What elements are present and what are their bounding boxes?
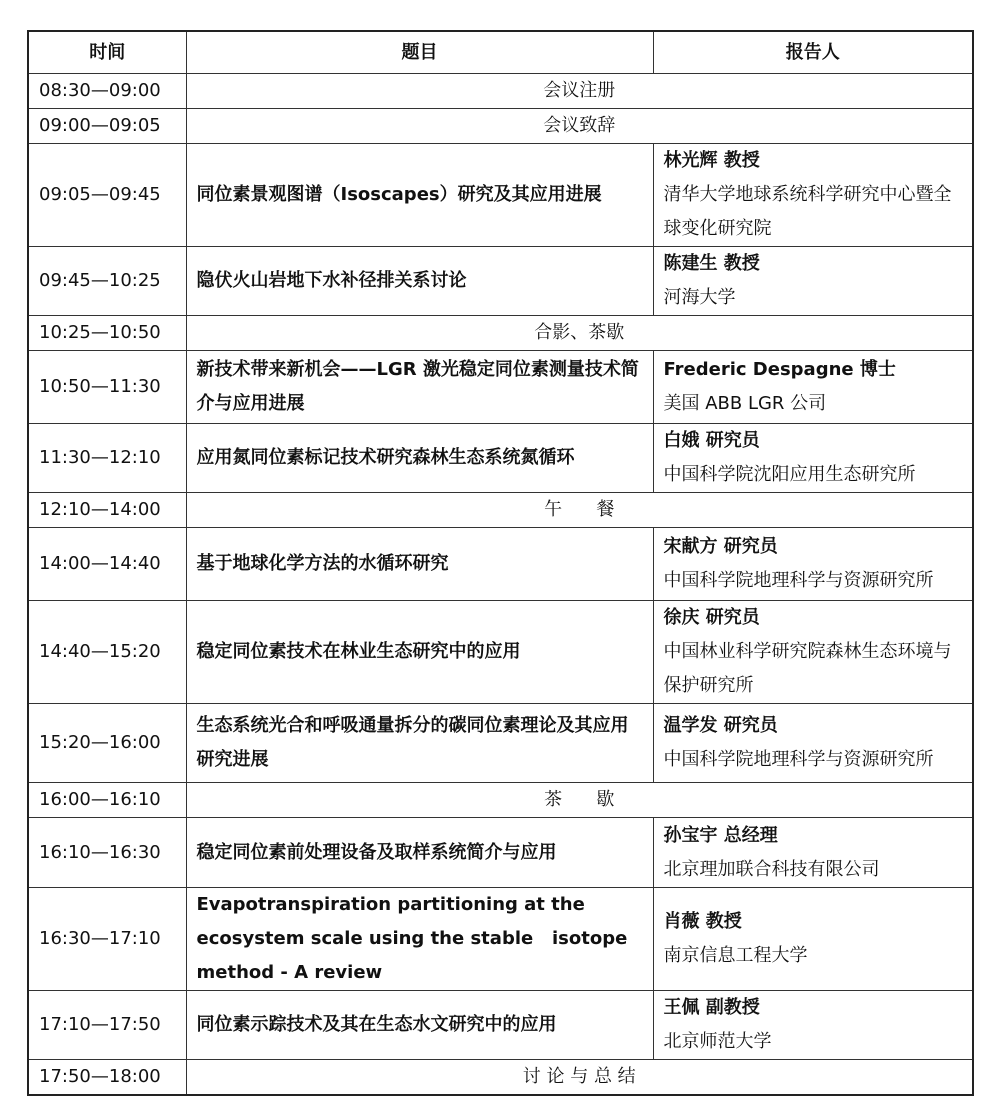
time-cell: 10:50—11:30 — [28, 351, 186, 424]
speaker-affiliation: 清华大学地球系统科学研究中心暨全球变化研究院 — [663, 184, 952, 239]
speaker-name: 陈建生 教授 — [663, 253, 760, 274]
speaker-name: 宋献方 研究员 — [663, 536, 778, 557]
speaker-name: 温学发 研究员 — [663, 715, 778, 736]
speaker-cell — [653, 351, 973, 424]
table-row-talk — [28, 991, 973, 1060]
schedule-table — [27, 30, 974, 1096]
talk-title: 应用氮同位素标记技术研究森林生态系统氮循环 — [186, 424, 653, 493]
talk-title: 隐伏火山岩地下水补径排关系讨论 — [186, 247, 653, 316]
talk-title: 同位素景观图谱（Isoscapes）研究及其应用进展 — [186, 144, 653, 247]
session-label: 合影、茶歇 — [186, 316, 973, 351]
time-cell: 11:30—12:10 — [28, 424, 186, 493]
speaker-affiliation: 南京信息工程大学 — [663, 945, 808, 966]
speaker-cell — [653, 144, 973, 247]
time-cell: 08:30—09:00 — [28, 74, 186, 109]
time-cell: 09:00—09:05 — [28, 109, 186, 144]
header-speaker: 报告人 — [653, 31, 973, 74]
speaker-name: 王佩 副教授 — [663, 997, 760, 1018]
time-cell: 16:00—16:10 — [28, 783, 186, 818]
header-time: 时间 — [28, 31, 186, 74]
time-cell: 16:10—16:30 — [28, 818, 186, 888]
table-row-break — [28, 74, 973, 109]
header-row — [28, 31, 973, 74]
table-row-talk — [28, 528, 973, 601]
speaker-affiliation: 美国 ABB LGR 公司 — [663, 393, 827, 414]
header-title: 题目 — [186, 31, 653, 74]
time-cell: 17:50—18:00 — [28, 1060, 186, 1096]
table-row-talk — [28, 247, 973, 316]
time-cell: 14:00—14:40 — [28, 528, 186, 601]
speaker-cell — [653, 888, 973, 991]
time-cell: 12:10—14:00 — [28, 493, 186, 528]
table-row-talk — [28, 351, 973, 424]
table-row-break — [28, 1060, 973, 1096]
table-row-break — [28, 109, 973, 144]
table-row-talk — [28, 601, 973, 704]
table-row-talk — [28, 888, 973, 991]
speaker-cell — [653, 528, 973, 601]
session-label: 茶 歇 — [186, 783, 973, 818]
speaker-name: 徐庆 研究员 — [663, 607, 760, 628]
speaker-affiliation: 中国科学院地理科学与资源研究所 — [663, 570, 934, 591]
table-row-break — [28, 493, 973, 528]
time-cell: 09:45—10:25 — [28, 247, 186, 316]
talk-title: Evapotranspiration partitioning at the ecosystem scale using the stable isotope method - A review — [186, 888, 653, 991]
speaker-affiliation: 河海大学 — [663, 287, 736, 308]
speaker-name: 肖薇 教授 — [663, 911, 742, 932]
speaker-affiliation: 中国科学院沈阳应用生态研究所 — [663, 464, 916, 485]
session-label: 会议注册 — [186, 74, 973, 109]
table-row-talk — [28, 144, 973, 247]
time-cell: 16:30—17:10 — [28, 888, 186, 991]
time-cell: 10:25—10:50 — [28, 316, 186, 351]
speaker-affiliation: 中国科学院地理科学与资源研究所 — [663, 749, 934, 770]
talk-title: 稳定同位素技术在林业生态研究中的应用 — [186, 601, 653, 704]
speaker-cell — [653, 704, 973, 783]
talk-title: 稳定同位素前处理设备及取样系统简介与应用 — [186, 818, 653, 888]
speaker-cell — [653, 247, 973, 316]
table-row-talk — [28, 424, 973, 493]
speaker-cell — [653, 818, 973, 888]
session-label: 讨 论 与 总 结 — [186, 1060, 973, 1096]
table-row-break — [28, 783, 973, 818]
speaker-affiliation: 北京理加联合科技有限公司 — [663, 858, 880, 880]
table-row-break — [28, 316, 973, 351]
time-cell: 17:10—17:50 — [28, 991, 186, 1060]
speaker-cell — [653, 991, 973, 1060]
talk-title: 生态系统光合和呼吸通量拆分的碳同位素理论及其应用研究进展 — [186, 704, 653, 783]
talk-title: 基于地球化学方法的水循环研究 — [186, 528, 653, 601]
talk-title: 同位素示踪技术及其在生态水文研究中的应用 — [186, 991, 653, 1060]
speaker-name: Frederic Despagne 博士 — [663, 359, 896, 380]
speaker-affiliation: 中国林业科学研究院森林生态环境与保护研究所 — [663, 641, 952, 696]
speaker-name: 白娥 研究员 — [663, 430, 760, 451]
time-cell: 09:05—09:45 — [28, 144, 186, 247]
table-row-talk — [28, 704, 973, 783]
session-label: 会议致辞 — [186, 109, 973, 144]
table-row-talk — [28, 818, 973, 888]
speaker-cell — [653, 424, 973, 493]
speaker-name: 林光辉 教授 — [663, 150, 760, 171]
speaker-name: 孙宝宇 总经理 — [663, 824, 778, 846]
session-label: 午 餐 — [186, 493, 973, 528]
talk-title: 新技术带来新机会——LGR 激光稳定同位素测量技术简介与应用进展 — [186, 351, 653, 424]
speaker-affiliation: 北京师范大学 — [663, 1031, 772, 1052]
time-cell: 15:20—16:00 — [28, 704, 186, 783]
time-cell: 14:40—15:20 — [28, 601, 186, 704]
speaker-cell — [653, 601, 973, 704]
